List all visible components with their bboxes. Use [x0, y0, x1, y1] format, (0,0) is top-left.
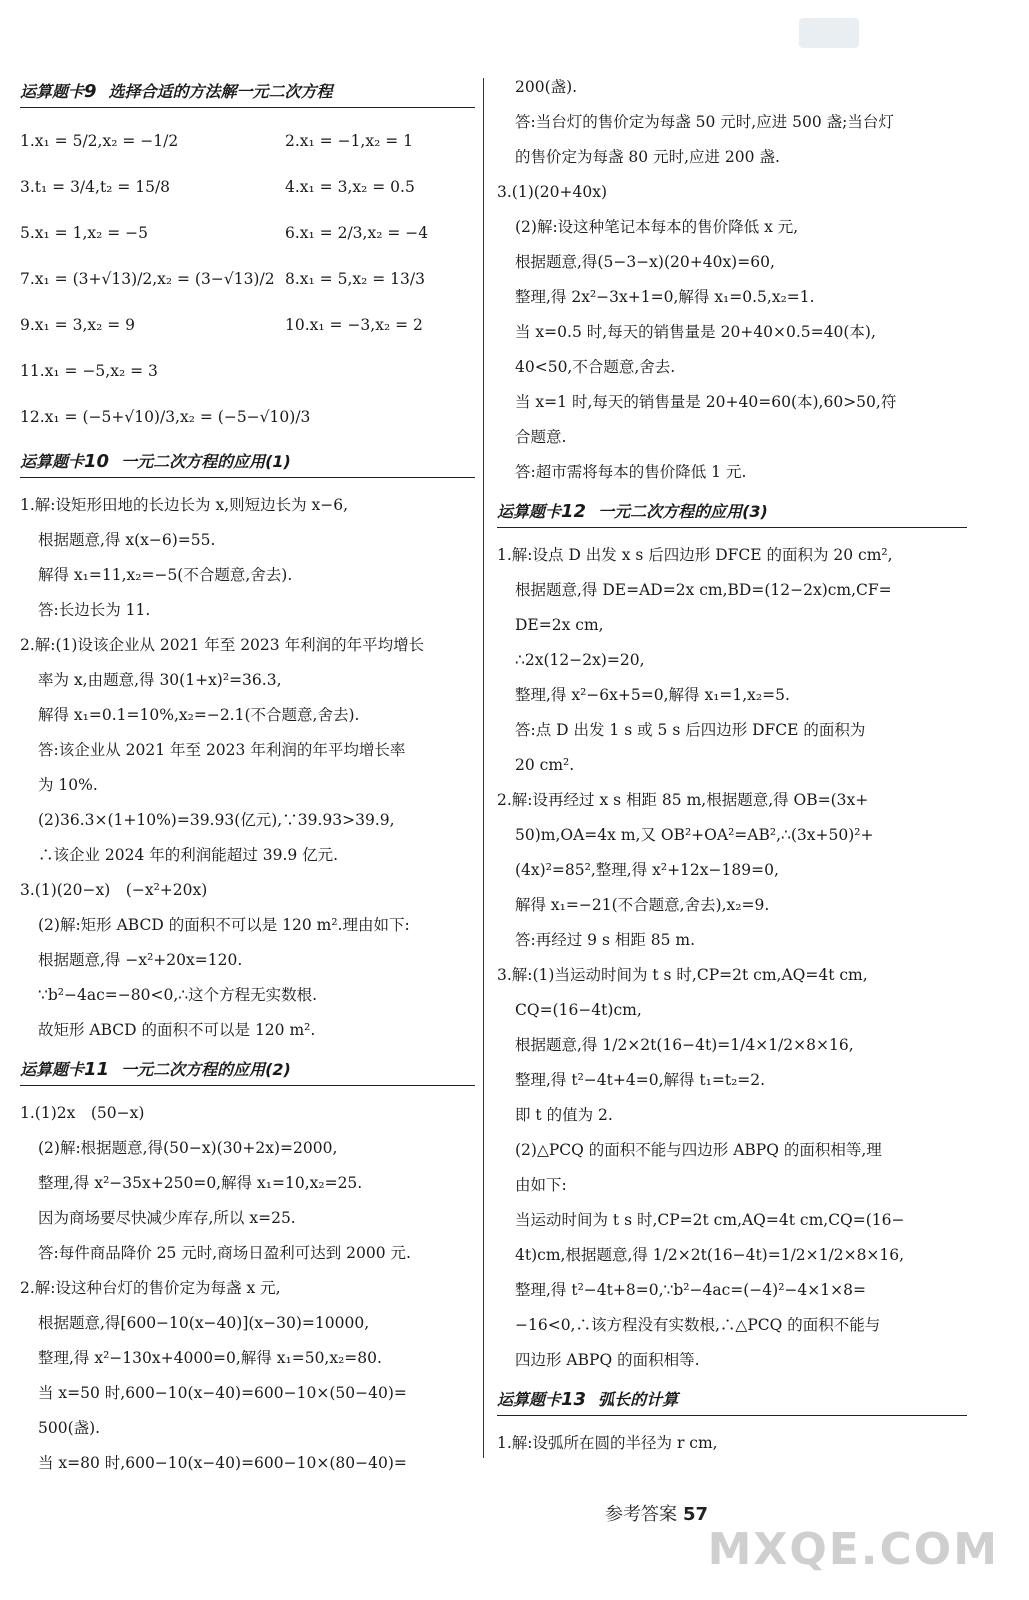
answer-row: [20, 210, 475, 256]
answer-line: (2)△PCQ 的面积不能与四边形 ABPQ 的面积相等,理: [515, 1141, 882, 1159]
answer-line: (2)36.3×(1+10%)=39.93(亿元),∵39.93>39.9,: [38, 811, 395, 829]
answer-line: 整理,得 t²−4t+4=0,解得 t₁=t₂=2.: [515, 1071, 766, 1089]
answer-line: 故矩形 ABCD 的面积不可以是 120 m².: [38, 1021, 316, 1039]
right-column: [497, 70, 967, 1461]
answer-line: (2)解:设这种笔记本每本的售价降低 x 元,: [515, 218, 799, 236]
heading-label: 运算题卡: [497, 502, 562, 521]
footer-label: 参考答案: [605, 1504, 677, 1525]
answer-item: 3.t₁ = 3/4,t₂ = 15/8: [20, 178, 171, 196]
answer-line: 答:当台灯的售价定为每盏 50 元时,应进 500 盏;当台灯: [515, 113, 894, 131]
answer-line: 率为 x,由题意,得 30(1+x)²=36.3,: [38, 671, 282, 689]
answer-line: 的售价定为每盏 80 元时,应进 200 盏.: [515, 148, 780, 166]
answer-line: 答:长边长为 11.: [38, 601, 151, 619]
left-column: [20, 70, 475, 1481]
s11-continued: [497, 70, 967, 490]
answer-row: [20, 256, 475, 302]
answer-item: 5.x₁ = 1,x₂ = −5: [20, 224, 149, 242]
answer-line: 解得 x₁=−21(不合题意,舍去),x₂=9.: [515, 896, 770, 914]
answer-line: 整理,得 x²−130x+4000=0,解得 x₁=50,x₂=80.: [38, 1349, 382, 1367]
heading-num: 9: [84, 81, 97, 102]
s10-answers: [20, 488, 475, 1048]
heading-title: 一元二次方程的应用(3): [598, 502, 768, 521]
answer-line: 根据题意,得(5−3−x)(20+40x)=60,: [515, 253, 775, 271]
answer-line: 合题意.: [515, 428, 567, 446]
answer-line: 解得 x₁=11,x₂=−5(不合题意,舍去).: [38, 566, 293, 584]
heading-s9: [20, 80, 475, 108]
answer-line: 答:该企业从 2021 年至 2023 年利润的年平均增长率: [38, 741, 406, 759]
answer-line: (2)解:根据题意,得(50−x)(30+2x)=2000,: [38, 1139, 338, 1157]
answer-line: 3.(1)(20−x) (−x²+20x): [20, 881, 208, 899]
answer-line: 因为商场要尽快减少库存,所以 x=25.: [38, 1209, 296, 1227]
watermark-text: MXQE.COM: [707, 1524, 999, 1575]
answer-line: (2)解:矩形 ABCD 的面积不可以是 120 m².理由如下:: [38, 916, 410, 934]
answer-line: 2.解:设这种台灯的售价定为每盏 x 元,: [20, 1279, 281, 1297]
s11-answers: [20, 1096, 475, 1481]
answer-item: 9.x₁ = 3,x₂ = 9: [20, 316, 136, 334]
answer-line: 当 x=50 时,600−10(x−40)=600−10×(50−40)=: [38, 1384, 407, 1402]
answer-item: 4.x₁ = 3,x₂ = 0.5: [285, 178, 415, 196]
answer-line: 当 x=1 时,每天的销售量是 20+40=60(本),60>50,符: [515, 393, 897, 411]
answer-line: 答:超市需将每本的售价降低 1 元.: [515, 463, 747, 481]
answer-line: 当 x=80 时,600−10(x−40)=600−10×(80−40)=: [38, 1454, 407, 1472]
heading-title: 一元二次方程的应用(1): [121, 452, 291, 471]
answer-line: 当 x=0.5 时,每天的销售量是 20+40×0.5=40(本),: [515, 323, 876, 341]
answer-line: ∴2x(12−2x)=20,: [515, 651, 645, 669]
heading-title: 一元二次方程的应用(2): [121, 1060, 291, 1079]
answer-line: 200(盏).: [515, 78, 578, 96]
answer-item: 6.x₁ = 2/3,x₂ = −4: [285, 224, 429, 242]
answer-line: 根据题意,得 −x²+20x=120.: [38, 951, 243, 969]
answer-line: ∵b²−4ac=−80<0,∴这个方程无实数根.: [38, 986, 318, 1004]
answer-line: 由如下:: [515, 1176, 567, 1194]
answer-line: 1.解:设点 D 出发 x s 后四边形 DFCE 的面积为 20 cm²,: [497, 546, 893, 564]
heading-num: 11: [84, 1059, 110, 1080]
answer-item: 1.x₁ = 5/2,x₂ = −1/2: [20, 132, 179, 150]
answer-line: DE=2x cm,: [515, 616, 604, 634]
answer-line: 当运动时间为 t s 时,CP=2t cm,AQ=4t cm,CQ=(16−: [515, 1211, 905, 1229]
answer-line: 500(盏).: [38, 1419, 101, 1437]
watermark-logo: [799, 18, 859, 48]
answer-row: [20, 348, 475, 394]
answer-line: 根据题意,得 DE=AD=2x cm,BD=(12−2x)cm,CF=: [515, 581, 892, 599]
answer-line: 答:点 D 出发 1 s 或 5 s 后四边形 DFCE 的面积为: [515, 721, 866, 739]
heading-s13: [497, 1388, 967, 1416]
answer-line: 整理,得 x²−35x+250=0,解得 x₁=10,x₂=25.: [38, 1174, 363, 1192]
heading-label: 运算题卡: [20, 452, 85, 471]
answer-line: 根据题意,得 x(x−6)=55.: [38, 531, 216, 549]
answer-line: 3.解:(1)当运动时间为 t s 时,CP=2t cm,AQ=4t cm,: [497, 966, 868, 984]
answer-line: CQ=(16−4t)cm,: [515, 1001, 642, 1019]
answer-item: 10.x₁ = −3,x₂ = 2: [285, 316, 423, 334]
answer-line: 整理,得 x²−6x+5=0,解得 x₁=1,x₂=5.: [515, 686, 790, 704]
heading-title: 选择合适的方法解一元二次方程: [108, 82, 333, 101]
answer-line: 答:再经过 9 s 相距 85 m.: [515, 931, 696, 949]
answer-line: 1.解:设弧所在圆的半径为 r cm,: [497, 1434, 718, 1452]
answer-line: 2.解:(1)设该企业从 2021 年至 2023 年利润的年平均增长: [20, 636, 425, 654]
answer-line: 答:每件商品降价 25 元时,商场日盈利可达到 2000 元.: [38, 1244, 411, 1262]
answer-item: 7.x₁ = (3+√13)/2,x₂ = (3−√13)/2: [20, 270, 275, 288]
answer-line: 1.解:设矩形田地的长边长为 x,则短边长为 x−6,: [20, 496, 349, 514]
heading-num: 13: [561, 1389, 587, 1410]
answer-row: [20, 164, 475, 210]
answer-item: 8.x₁ = 5,x₂ = 13/3: [285, 270, 425, 288]
answer-row: [20, 118, 475, 164]
answer-item: 2.x₁ = −1,x₂ = 1: [285, 132, 414, 150]
heading-s12: [497, 500, 967, 528]
answer-item: 11.x₁ = −5,x₂ = 3: [20, 362, 158, 380]
answer-line: 4t)cm,根据题意,得 1/2×2t(16−4t)=1/2×1/2×8×16,: [515, 1246, 905, 1264]
s12-answers: [497, 538, 967, 1378]
answer-line: 整理,得 2x²−3x+1=0,解得 x₁=0.5,x₂=1.: [515, 288, 815, 306]
s9-answers: [20, 118, 475, 440]
answer-line: ∴该企业 2024 年的利润能超过 39.9 亿元.: [38, 846, 339, 864]
heading-num: 12: [561, 501, 587, 522]
heading-label: 运算题卡: [497, 1390, 562, 1409]
heading-s10: [20, 450, 475, 478]
answer-line: 四边形 ABPQ 的面积相等.: [515, 1351, 700, 1369]
answer-line: −16<0,∴该方程没有实数根,∴△PCQ 的面积不能与: [515, 1316, 881, 1334]
heading-title: 弧长的计算: [598, 1390, 679, 1409]
answer-line: 解得 x₁=0.1=10%,x₂=−2.1(不合题意,舍去).: [38, 706, 360, 724]
answer-line: 根据题意,得 1/2×2t(16−4t)=1/4×1/2×8×16,: [515, 1036, 854, 1054]
answer-row: [20, 302, 475, 348]
answer-line: 即 t 的值为 2.: [515, 1106, 613, 1124]
heading-s11: [20, 1058, 475, 1086]
page-number: 57: [683, 1504, 709, 1525]
column-divider: [483, 78, 484, 1458]
answer-line: 整理,得 t²−4t+8=0,∵b²−4ac=(−4)²−4×1×8=: [515, 1281, 866, 1299]
heading-label: 运算题卡: [20, 82, 85, 101]
heading-label: 运算题卡: [20, 1060, 85, 1079]
answer-line: (4x)²=85²,整理,得 x²+12x−189=0,: [515, 861, 779, 879]
answer-line: 20 cm².: [515, 756, 575, 774]
s13-answers: [497, 1426, 967, 1461]
answer-row: [20, 394, 475, 440]
answer-item: 12.x₁ = (−5+√10)/3,x₂ = (−5−√10)/3: [20, 408, 311, 426]
answer-line: 1.(1)2x (50−x): [20, 1104, 145, 1122]
answer-line: 3.(1)(20+40x): [497, 183, 608, 201]
answer-line: 为 10%.: [38, 776, 98, 794]
answer-line: 2.解:设再经过 x s 相距 85 m,根据题意,得 OB=(3x+: [497, 791, 869, 809]
heading-num: 10: [84, 451, 110, 472]
answer-line: 根据题意,得[600−10(x−40)](x−30)=10000,: [38, 1314, 370, 1332]
answer-line: 50)m,OA=4x m,又 OB²+OA²=AB²,∴(3x+50)²+: [515, 826, 874, 844]
answer-line: 40<50,不合题意,舍去.: [515, 358, 676, 376]
page-footer: [605, 1500, 708, 1526]
